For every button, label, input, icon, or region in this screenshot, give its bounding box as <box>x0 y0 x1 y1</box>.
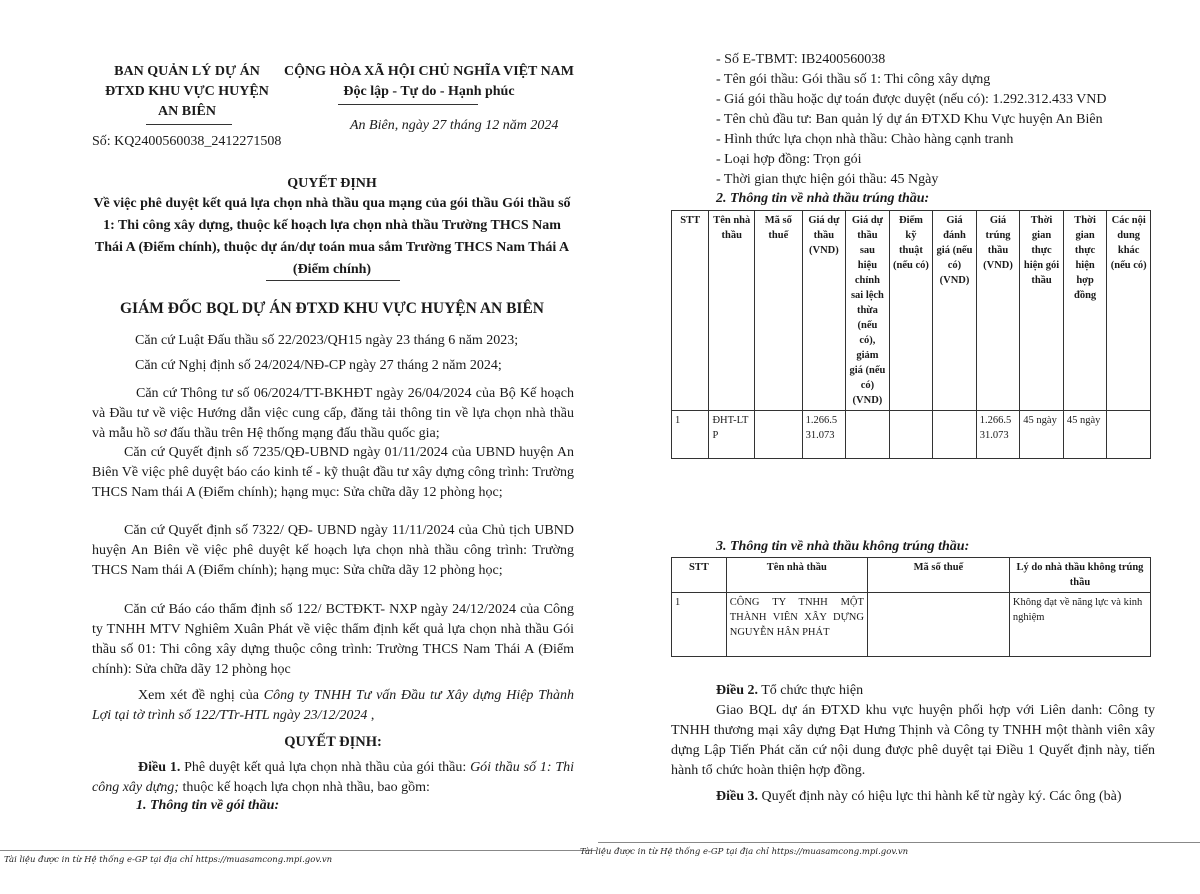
table-cell <box>1107 411 1151 459</box>
basis-2: Căn cứ Nghị định số 24/2024/NĐ-CP ngày 27 tháng 2 năm 2024; <box>135 358 502 373</box>
republic-header <box>282 62 576 102</box>
republic-line-1: CỘNG HÒA XÃ HỘI CHỦ NGHĨA VIỆT NAM <box>283 64 574 79</box>
section-2-heading: 2. Thông tin về nhà thầu trúng thầu: <box>716 191 930 206</box>
column-header: Tên nhà thầu <box>726 558 867 593</box>
agency-line-3: AN BIÊN <box>158 104 216 119</box>
column-header: Giá dự thầu sau hiệu chỉnh sai lệch thừa (nếu có), giảm giá (nếu có) (VND) <box>846 211 890 411</box>
basis-1: Căn cứ Luật Đấu thầu số 22/2023/QH15 ngày 23 tháng 6 năm 2023; <box>135 333 519 348</box>
table-cell <box>867 593 1009 657</box>
package-info-line: - Giá gói thầu hoặc dự toán được duyệt (nếu có): 1.292.312.433 VND <box>716 92 1107 107</box>
article-3-label: Điều 3. <box>716 789 758 804</box>
article-1 <box>92 758 574 798</box>
right-footer: Tài liệu được in từ Hệ thống e-GP tại địa chỉ https://muasamcong.mpi.gov.vn <box>580 847 909 857</box>
table-cell <box>846 411 890 459</box>
article-1-label: Điều 1. <box>138 760 181 775</box>
article-2-heading: Tổ chức thực hiện <box>758 683 864 698</box>
date-line: An Biên, ngày 27 tháng 12 năm 2024 <box>350 118 559 133</box>
agency-line-2: ĐTXD KHU VỰC HUYỆN <box>105 84 269 99</box>
doc-number: Số: KQ2400560038_2412271508 <box>92 134 282 149</box>
column-header: Điểm kỹ thuật (nếu có) <box>889 211 933 411</box>
package-info-line: - Tên chủ đầu tư: Ban quản lý dự án ĐTXD Khu Vực huyện An Biên <box>716 112 1103 127</box>
article-2-text: Giao BQL dự án ĐTXD khu vực huyện phối hợp với Liên danh: Công ty TNHH thương mại xây dựng Đạt Hưng Thịnh và Công ty TNHH một thành viên xây dựng Lập Tiến Phát căn cứ nội dung được phê duyệt tại Điều 1 Quyết định này, tiến hành tổ chức hoàn thiện hợp đồng. <box>671 703 1155 778</box>
republic-underline <box>338 104 478 105</box>
article-1-text: Phê duyệt kết quả lựa chọn nhà thầu của gói thầu: <box>180 760 471 775</box>
table-cell <box>933 411 977 459</box>
right-page <box>580 0 1200 894</box>
table-cell <box>755 411 803 459</box>
column-header: Lý do nhà thầu không trúng thầu <box>1009 558 1150 593</box>
article-3-text: Quyết định này có hiệu lực thi hành kể từ ngày ký. Các ông (bà) <box>758 789 1122 804</box>
basis-6: Căn cứ Báo cáo thẩm định số 122/ BCTĐKT- NXP ngày 24/12/2024 của Công ty TNHH MTV Nghiêm Xuân Phát về việc thẩm định kết quả lựa chọn nhà thầu Gói thầu số 01: Thi công xây dựng thuộc công trình: Trường THCS Nam Thái A (Điểm chính): Sửa chữa dãy 12 phòng học <box>92 602 574 677</box>
article-1-italic: Gói thầu số 1: Thi công xây dựng; <box>92 760 574 795</box>
section-1-heading: 1. Thông tin về gói thầu: <box>136 798 280 813</box>
doc-subject: Về việc phê duyệt kết quả lựa chọn nhà thầu qua mạng của gói thầu Gói thầu số 1: Thi công xây dựng, thuộc kế hoạch lựa chọn nhà thầu Trường THCS Nam Thái A (Điểm chính), thuộc dự án/dự toán mua sắm Trường THCS Nam Thái A (Điểm chính) <box>93 196 571 277</box>
doc-title: QUYẾT ĐỊNH <box>287 176 377 191</box>
basis-4: Căn cứ Quyết định số 7235/QĐ-UBND ngày 01/11/2024 của UBND huyện An Biên Về việc phê duyệt báo cáo kinh tế - kỹ thuật đầu tư xây dựng công trình: Trường THCS Nam thái A (Điểm chính); hạng mục: Sửa chữa dãy 12 phòng học; <box>92 445 574 500</box>
subject-underline <box>266 280 400 281</box>
column-header: Giá đánh giá (nếu có) (VND) <box>933 211 977 411</box>
basis-5: Căn cứ Quyết định số 7322/ QĐ- UBND ngày 11/11/2024 của Chủ tịch UBND huyện An Biên về việc phê duyệt kế hoạch lựa chọn nhà thầu công trình: Trường THCS Nam thái A (Điểm chính); hạng mục: Sửa chữa dãy 12 phòng học; <box>92 523 574 578</box>
table-row <box>672 411 1151 459</box>
consider-paragraph <box>92 686 574 726</box>
column-header: Giá trúng thầu (VND) <box>976 211 1020 411</box>
consider-prefix: Xem xét đề nghị của <box>138 688 264 703</box>
article-2-label: Điều 2. <box>716 683 758 698</box>
column-header: STT <box>672 558 727 593</box>
agency-line-1: BAN QUẢN LÝ DỰ ÁN <box>114 64 260 79</box>
package-info-line: - Số E-TBMT: IB2400560038 <box>716 52 886 67</box>
package-info-line: - Tên gói thầu: Gói thầu số 1: Thi công xây dựng <box>716 72 991 87</box>
footer-rule <box>598 842 1200 843</box>
table-cell: 1.266.531.073 <box>976 411 1020 459</box>
table-cell: 45 ngày <box>1020 411 1064 459</box>
package-info-line: - Hình thức lựa chọn nhà thầu: Chào hàng cạnh tranh <box>716 132 1014 147</box>
table-cell: 45 ngày <box>1063 411 1107 459</box>
column-header: STT <box>672 211 709 411</box>
agency-underline <box>146 124 232 125</box>
left-footer: Tài liệu được in từ Hệ thống e-GP tại địa chỉ https://muasamcong.mpi.gov.vn <box>4 855 333 865</box>
decide-heading: QUYẾT ĐỊNH: <box>284 734 382 750</box>
column-header: Các nội dung khác (nếu có) <box>1107 211 1151 411</box>
table-cell: CÔNG TY TNHH MỘT THÀNH VIÊN XÂY DỰNG NGUYỄN HÂN PHÁT <box>726 593 867 657</box>
authority: GIÁM ĐỐC BQL DỰ ÁN ĐTXD KHU VỰC HUYỆN AN BIÊN <box>120 300 544 317</box>
table-cell: ĐHT-LTP <box>709 411 755 459</box>
table-cell: 1 <box>672 411 709 459</box>
article-3 <box>716 787 1176 807</box>
table-cell: 1 <box>672 593 727 657</box>
package-info <box>716 50 1186 190</box>
package-info-line: - Loại hợp đồng: Trọn gói <box>716 152 862 167</box>
column-header: Thời gian thực hiện gói thầu <box>1020 211 1064 411</box>
column-header: Giá dự thầu (VND) <box>802 211 846 411</box>
table-cell: 1.266.531.073 <box>802 411 846 459</box>
winner-table <box>671 210 1151 459</box>
consider-suffix: , <box>367 708 375 723</box>
loser-table <box>671 557 1151 657</box>
republic-line-2: Độc lập - Tự do - Hạnh phúc <box>343 84 515 99</box>
column-header: Tên nhà thầu <box>709 211 755 411</box>
basis-3: Căn cứ Thông tư số 06/2024/TT-BKHĐT ngày 26/04/2024 của Bộ Kế hoạch và Đầu tư về việc Hướng dẫn việc cung cấp, đăng tải thông tin về lựa chọn nhà thầu và mẫu hồ sơ đấu thầu trên Hệ thống mạng đấu thầu quốc gia; <box>92 386 574 441</box>
table-cell <box>889 411 933 459</box>
left-page <box>0 0 596 894</box>
loser-table-header <box>672 558 1151 593</box>
section-3-heading: 3. Thông tin về nhà thầu không trúng thầu: <box>716 539 970 554</box>
package-info-line: - Thời gian thực hiện gói thầu: 45 Ngày <box>716 172 939 187</box>
column-header: Mã số thuế <box>867 558 1009 593</box>
consider-italic: Công ty TNHH Tư vấn Đầu tư Xây dựng Hiệp Thành Lợi tại tờ trình số 122/TTr-HTL ngày 23/12/2024 <box>92 688 574 723</box>
article-1-tail: thuộc kế hoạch lựa chọn nhà thầu, bao gồm: <box>178 780 430 795</box>
column-header: Mã số thuế <box>755 211 803 411</box>
agency-header <box>92 62 282 122</box>
table-cell: Không đạt về năng lực và kinh nghiệm <box>1009 593 1150 657</box>
table-row <box>672 593 1151 657</box>
column-header: Thời gian thực hiện hợp đồng <box>1063 211 1107 411</box>
footer-rule <box>0 850 596 851</box>
article-2-title <box>716 681 1176 701</box>
winner-table-header <box>672 211 1151 411</box>
